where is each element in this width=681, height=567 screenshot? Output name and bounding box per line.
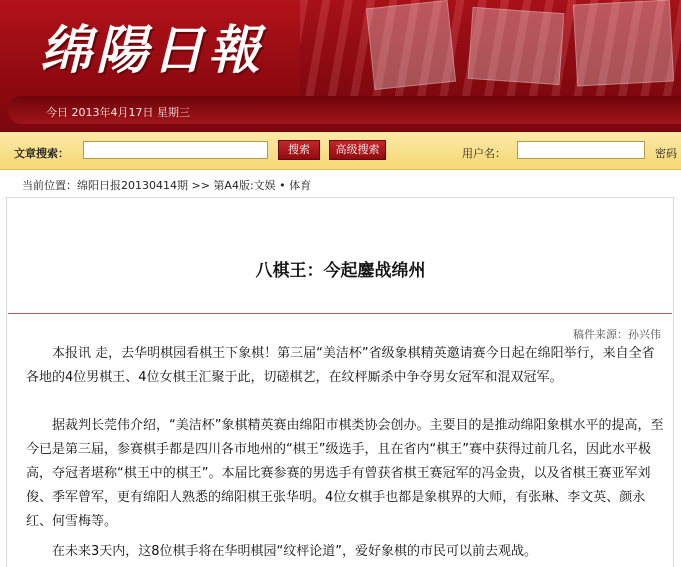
date-text: 今日 2013年4月17日 星期三	[46, 106, 190, 119]
article-source: 稿件来源：孙兴伟	[573, 328, 661, 341]
article-title: 八棋王：今起鏖战绵州	[255, 261, 426, 281]
article-paragraph: 据裁判长莞伟介绍，“美洁杯”象棋精英赛由绵阳市棋类协会创办。主要目的是推动绵阳象棋水平的提高，至今已是第三届，参赛棋手都是四川各市地州的“棋王”级选手，且在省内“棋王”赛中获得过前几名，因此水平极高，夺冠者堪称“棋王中的棋王”。本届比赛参赛的男选手有曾获省棋王赛冠军的冯金贵，以及省棋王赛亚军刘俊、季军曾军，更有绵阳人熟悉的绵阳棋王张华明。4位女棋手也都是象棋界的大师，有张琳、李文英、颜永红、何雪梅等。	[26, 418, 664, 529]
search-input[interactable]	[83, 141, 268, 159]
search-label: 文章搜索：	[14, 147, 69, 160]
username-input[interactable]	[517, 141, 645, 159]
site-logo[interactable]: 绵陽日報	[40, 20, 265, 81]
collage-paper	[468, 7, 565, 85]
username-label: 用户名：	[462, 147, 506, 160]
password-label: 密码	[655, 147, 677, 160]
search-button[interactable]: 搜索	[278, 140, 320, 160]
collage-paper	[573, 0, 674, 86]
article-paragraph: 在未来3天内，这8位棋手将在华明棋园“纹枰论道”，爱好象棋的市民可以前去观战。	[52, 544, 538, 559]
title-divider	[8, 313, 672, 314]
article-paragraph: 本报讯 走，去华明棋园看棋王下象棋！第三届“美洁杯”省级象棋精英邀请赛今日起在绵阳举行，来自全省各地的4位男棋王、4位女棋王汇聚于此，切磋棋艺，在纹枰厮杀中争夺男女冠军和混双冠军。	[26, 346, 655, 385]
advanced-search-button[interactable]: 高级搜索	[329, 140, 386, 160]
breadcrumb-text[interactable]: 当前位置：绵阳日报20130414期 >> 第A4版:文娱 • 体育	[22, 179, 312, 192]
collage-paper	[366, 0, 456, 90]
